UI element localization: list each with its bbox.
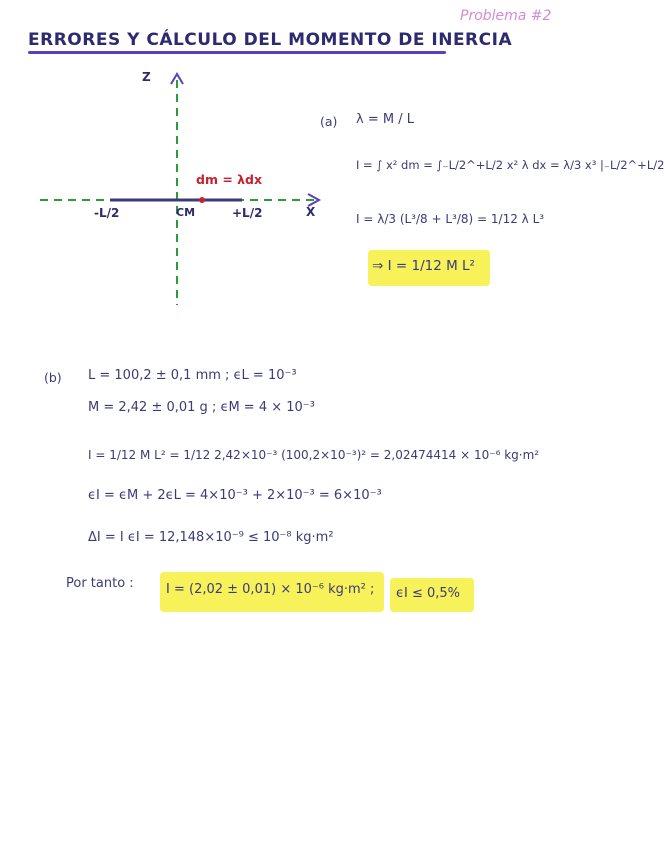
- right-end-label: +L/2: [232, 206, 263, 220]
- final-inertia-value: I = (2,02 ± 0,01) × 10⁻⁶ kg·m² ;: [166, 582, 375, 597]
- length-measurement: L = 100,2 ± 0,1 mm ; ϵL = 10⁻³: [88, 368, 297, 383]
- relative-error-calculation: ϵI = ϵM + 2ϵL = 4×10⁻³ + 2×10⁻³ = 6×10⁻³: [88, 488, 382, 503]
- dm-element: [199, 197, 205, 203]
- title-underline: [28, 51, 446, 54]
- inertia-calculation: I = 1/12 M L² = 1/12 2,42×10⁻³ (100,2×10⁻³)² = 2,02474414 × 10⁻⁶ kg·m²: [88, 448, 540, 462]
- final-relative-error: ϵI ≤ 0,5%: [396, 586, 461, 601]
- absolute-error-calculation: ΔI = I ϵI = 12,148×10⁻⁹ ≤ 10⁻⁸ kg·m²: [88, 530, 334, 545]
- inertia-final-formula: ⇒ I = 1/12 M L²: [372, 258, 475, 274]
- x-label: X: [306, 205, 316, 219]
- rod-diagram: [30, 60, 330, 320]
- part-b-label: (b): [44, 370, 62, 385]
- inertia-result: I = λ/3 (L³/8 + L³/8) = 1/12 λ L³: [356, 212, 545, 226]
- left-end-label: -L/2: [94, 206, 120, 220]
- inertia-integral: I = ∫ x² dm = ∫₋L/2^+L/2 x² λ dx = λ/3 x³ |₋L/2^+L/2: [356, 158, 664, 172]
- dm-label: dm = λdx: [196, 172, 263, 187]
- page-title: ERRORES Y CÁLCULO DEL MOMENTO DE INERCIA: [28, 30, 513, 50]
- mass-measurement: M = 2,42 ± 0,01 g ; ϵM = 4 × 10⁻³: [88, 400, 315, 415]
- problem-label: Problema #2: [460, 8, 552, 24]
- z-label: Z: [142, 70, 151, 84]
- lambda-definition: λ = M / L: [356, 112, 414, 127]
- conclusion-label: Por tanto :: [66, 576, 134, 591]
- part-a-label: (a): [320, 114, 338, 129]
- cm-label: CM: [176, 206, 196, 219]
